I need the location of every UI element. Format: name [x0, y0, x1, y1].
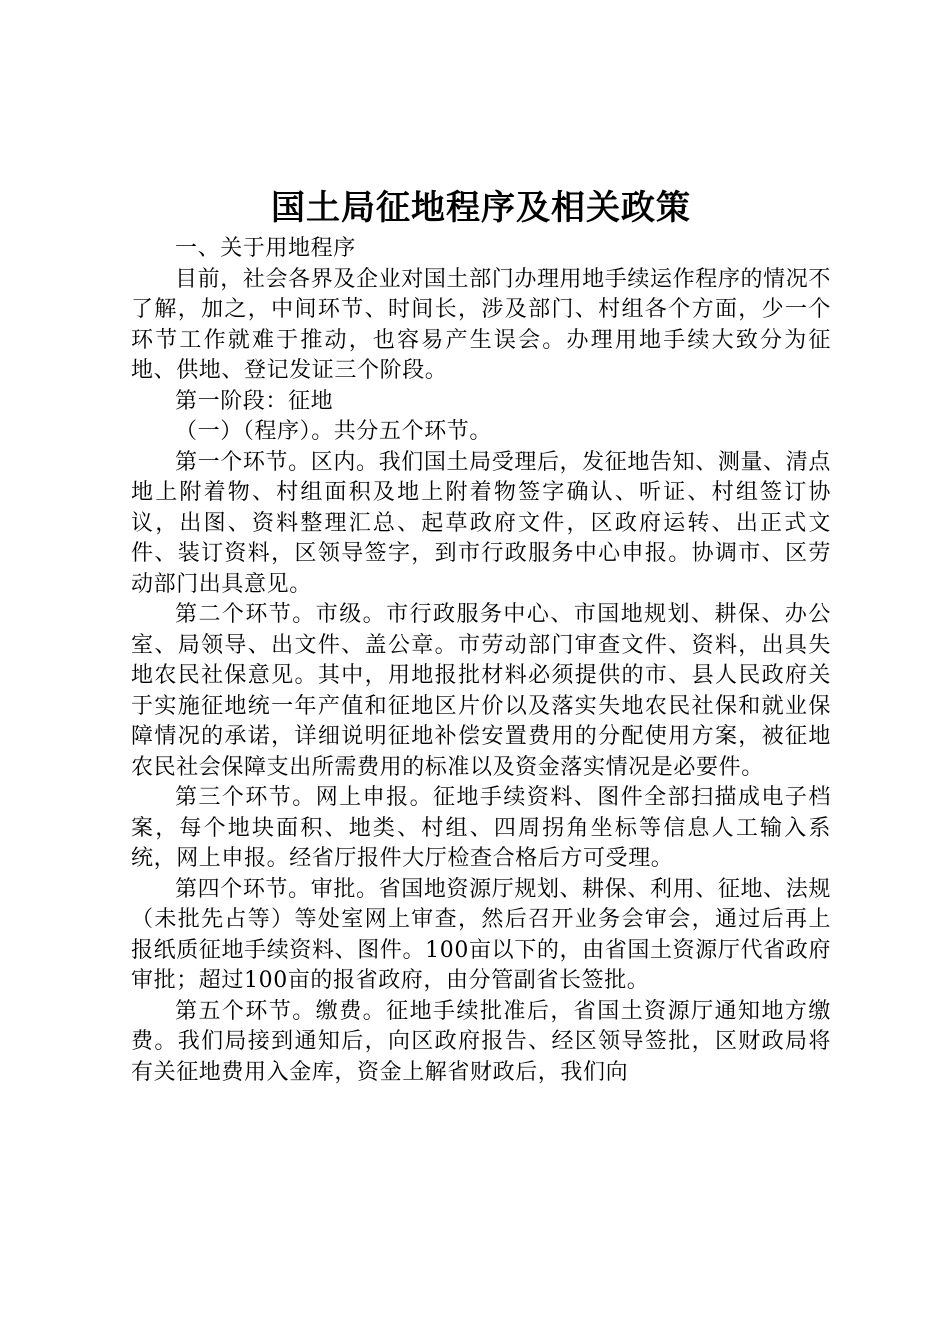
step-one-paragraph: 第一个环节。区内。我们国土局受理后，发征地告知、测量、清点地上附着物、村组面积及地上附着物签字确认、听证、村组签订协议，出图、资料整理汇总、起草政府文件，区政府运转、出正式文件、装订资料，区领导签字，到市行政服务中心申报。协调市、区劳动部门出具意见。: [131, 449, 831, 597]
step-three-paragraph: 第三个环节。网上申报。征地手续资料、图件全部扫描成电子档案，每个地块面积、地类、村组、四周拐角坐标等信息人工输入系统，网上申报。经省厅报件大厅检查合格后方可受理。: [131, 785, 831, 871]
step-five-paragraph: 第五个环节。缴费。征地手续批准后，省国土资源厅通知地方缴费。我们局接到通知后，向区政府报告、经区领导签批，区财政局将有关征地费用入金库，资金上解省财政后，我们向: [131, 998, 831, 1085]
document-title: 国土局征地程序及相关政策: [271, 188, 691, 228]
intro-paragraph: 目前，社会各界及企业对国土部门办理用地手续运作程序的情况不了解，加之，中间环节、时间长，涉及部门、村组各个方面，少一个环节工作就难于推动，也容易产生误会。办理用地手续大致分为征地、供地、登记发证三个阶段。: [131, 266, 831, 383]
procedure-heading: （一）（程序）。共分五个环节。: [175, 419, 493, 444]
step-two-paragraph: 第二个环节。市级。市行政服务中心、市国地规划、耕保、办公室、局领导、出文件、盖公章。市劳动部门审查文件、资料，出具失地农民社保意见。其中，用地报批材料必须提供的市、县人民政府关于实施征地统一年产值和征地区片价以及落实失地农民社保和就业保障情况的承诺，详细说明征地补偿安置费用的分配使用方案，被征地农民社会保障支出所需费用的标准以及资金落实情况是必要件。: [131, 602, 831, 780]
stage-one-heading: 第一阶段：征地: [175, 388, 334, 414]
document-page: [131, 186, 831, 1088]
section-heading-land-use-procedure: 一、关于用地程序: [175, 236, 356, 261]
step-four-paragraph: 第四个环节。审批。省国地资源厅规划、耕保、利用、征地、法规（未批先占等）等处室网上审查，然后召开业务会审会，通过后再上报纸质征地手续资料、图件。100亩以下的，由省国土资源厅代省政府审批；超过100亩的报省政府，由分管副省长签批。: [131, 876, 831, 993]
